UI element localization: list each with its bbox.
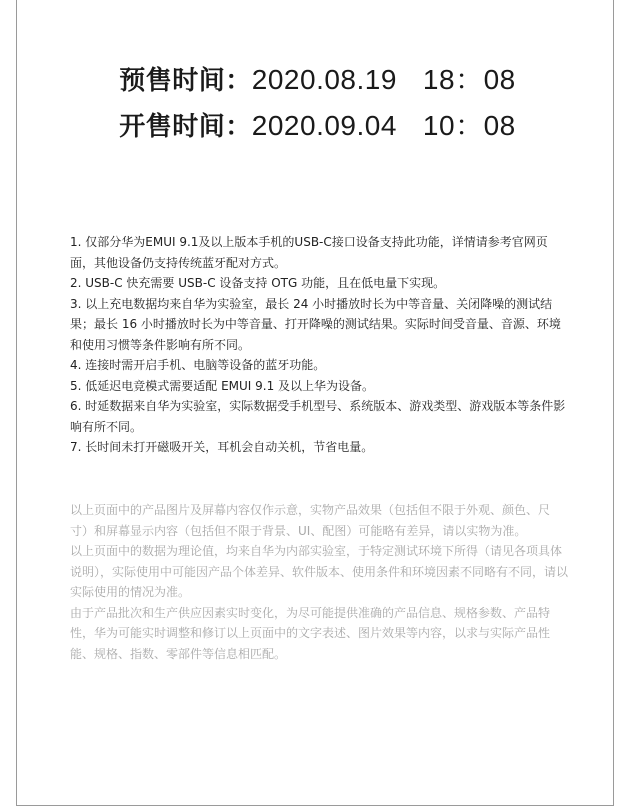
- note-item: 3. 以上充电数据均来自华为实验室，最长 24 小时播放时长为中等音量、关闭降噪的测试结果；最长 16 小时播放时长为中等音量、打开降噪的测试结果。实际时间受音量、音源、环境和使用习惯等条件影响有所不同。: [70, 296, 561, 352]
- note-item: 1. 仅部分华为EMUI 9.1及以上版本手机的USB-C接口设备支持此功能，详情请参考官网页面，其他设备仍支持传统蓝牙配对方式。: [70, 235, 548, 270]
- note-item: 6. 时延数据来自华为实验室，实际数据受手机型号、系统版本、游戏类型、游戏版本等条件影响有所不同。: [70, 399, 566, 434]
- sale-time: 10：08: [422, 110, 516, 141]
- presale-date: 2020.08.19: [251, 64, 397, 95]
- disclaimer-paragraph: 以上页面中的数据为理论值，均来自华为内部实验室，于特定测试环境下所得（请见各项具体说明），实际使用中可能因产品个体差异、软件版本、使用条件和环境因素不同略有不同，请以实际使用的情况为准。: [70, 544, 569, 599]
- presale-time-heading: [0, 58, 635, 98]
- disclaimer-block: [70, 500, 568, 664]
- note-item: 2. USB-C 快充需要 USB-C 设备支持 OTG 功能，且在低电量下实现。: [70, 276, 446, 290]
- presale-time: 18：08: [422, 64, 516, 95]
- sale-date: 2020.09.04: [251, 110, 397, 141]
- note-item: 7. 长时间未打开磁吸开关，耳机会自动关机，节省电量。: [70, 440, 374, 454]
- sale-label: 开售时间：: [119, 112, 252, 142]
- disclaimer-paragraph: 由于产品批次和生产供应因素实时变化，为尽可能提供准确的产品信息、规格参数、产品特性，华为可能实时调整和修订以上页面中的文字表述、图片效果等内容，以求与实际产品性能、规格、指数、零部件等信息相匹配。: [70, 605, 551, 661]
- sale-time-heading: [0, 104, 635, 144]
- note-item: 5. 低延迟电竞模式需要适配 EMUI 9.1 及以上华为设备。: [70, 378, 375, 393]
- note-item: 4. 连接时需开启手机、电脑等设备的蓝牙功能。: [70, 358, 326, 372]
- presale-label: 预售时间：: [119, 66, 252, 96]
- disclaimer-paragraph: 以上页面中的产品图片及屏幕内容仅作示意，实物产品效果（包括但不限于外观、颜色、尺寸）和屏幕显示内容（包括但不限于背景、UI、配图）可能略有差异，请以实物为准。: [70, 503, 551, 538]
- product-notes-list: [70, 232, 568, 458]
